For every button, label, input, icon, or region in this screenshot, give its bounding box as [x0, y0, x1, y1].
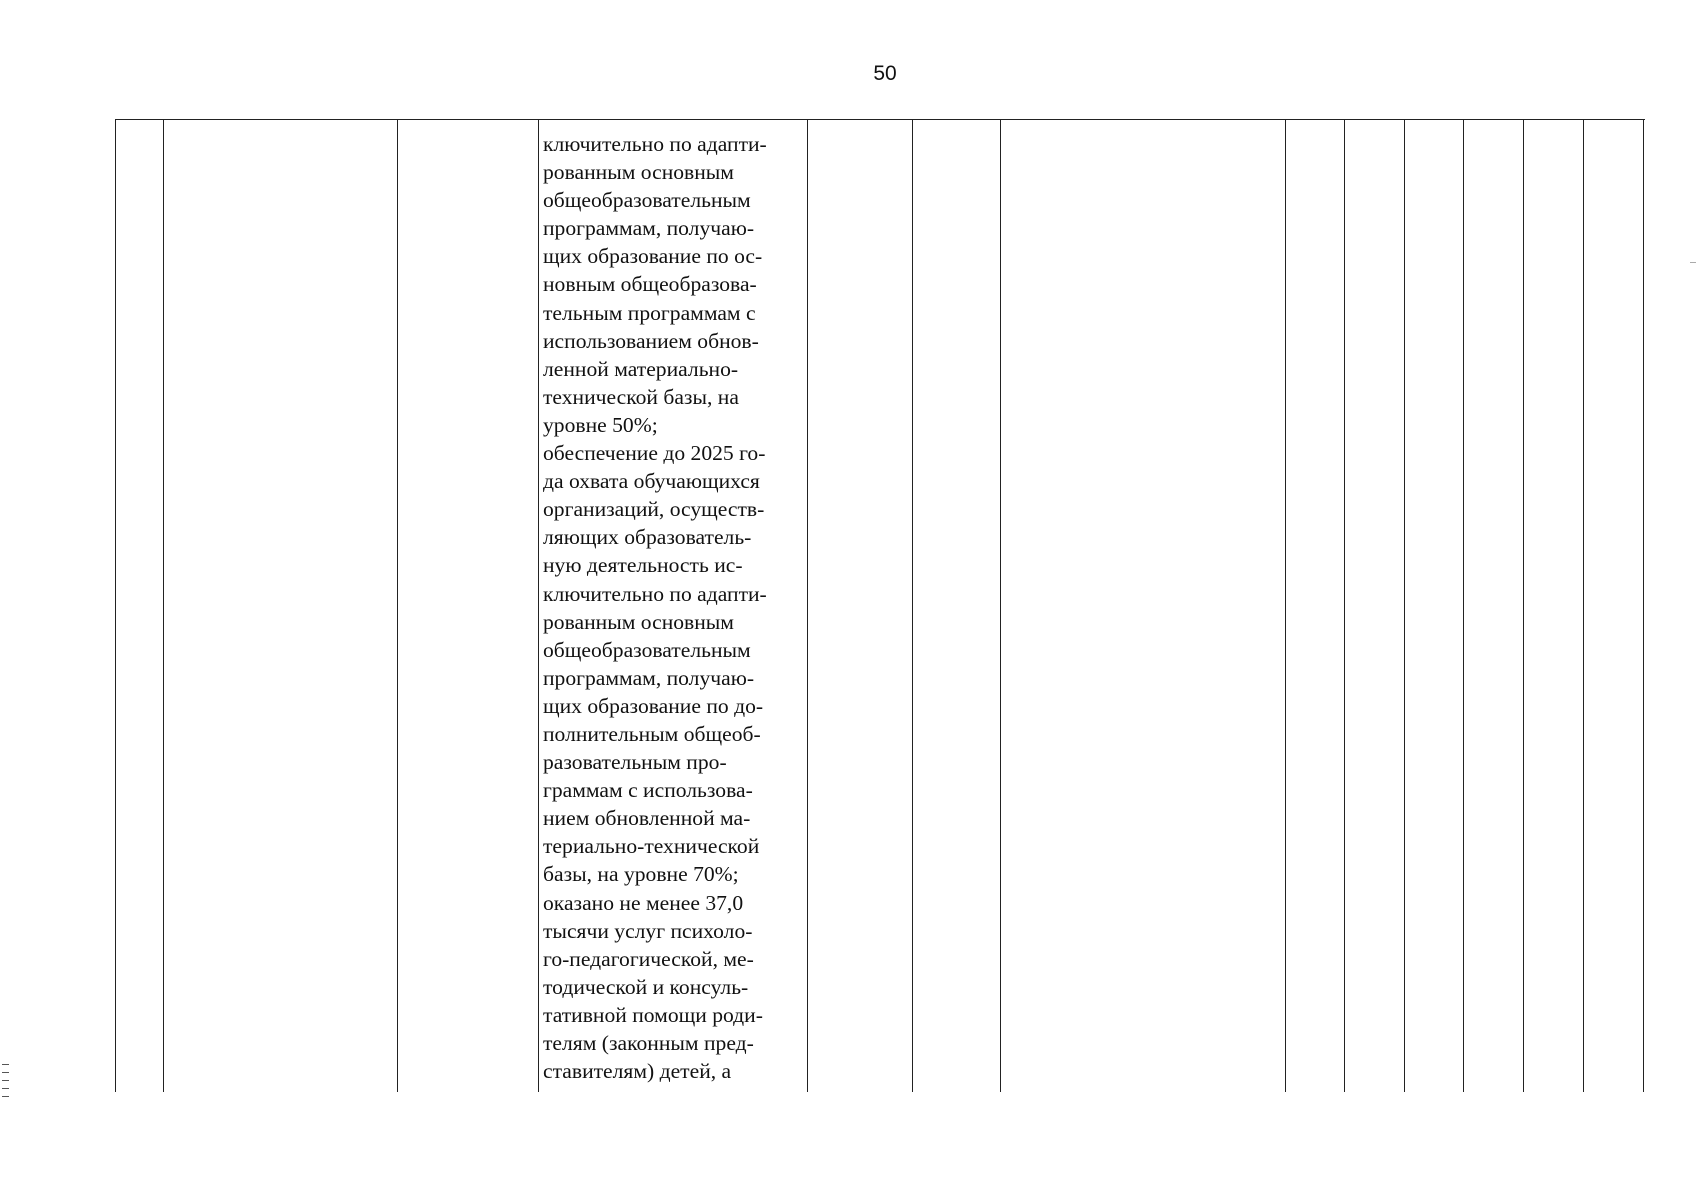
- text-line: ляющих образователь-: [543, 525, 752, 550]
- text-line: новным общеобразова-: [543, 272, 757, 297]
- text-line: организаций, осуществ-: [543, 497, 765, 522]
- table-column-border: [1000, 120, 1001, 1092]
- text-line: технической базы, на: [543, 384, 739, 409]
- text-line: общеобразовательным: [543, 188, 751, 213]
- text-line: разовательным про-: [543, 750, 727, 775]
- table-column-border: [163, 120, 164, 1092]
- table-column-border: [1643, 120, 1644, 1092]
- text-line: тативной помощи роди-: [543, 1002, 763, 1027]
- table-column-border: [115, 120, 116, 1092]
- text-line: полнительным общеоб-: [543, 721, 761, 746]
- text-line: щих образование по ос-: [543, 244, 763, 269]
- text-line: го-педагогической, ме-: [543, 946, 754, 971]
- text-line: телям (законным пред-: [543, 1031, 754, 1055]
- table-column-border: [1285, 120, 1286, 1092]
- text-line: общеобразовательным: [543, 637, 751, 662]
- text-line: ключительно по адапти-: [543, 581, 767, 606]
- table-column-border: [1344, 120, 1345, 1092]
- text-line: программам, получаю-: [543, 216, 755, 241]
- scan-artifact: [2, 1080, 9, 1081]
- page-number: 50: [873, 62, 897, 85]
- text-line: ключительно по адапти-: [543, 132, 767, 156]
- scan-artifact: [2, 1072, 9, 1073]
- text-line: ленной материально-: [543, 356, 739, 381]
- text-line: программам, получаю-: [543, 665, 755, 690]
- text-line: щих образование по до-: [543, 693, 764, 718]
- table-column-border: [1523, 120, 1524, 1092]
- text-line: тельным программам с: [543, 300, 756, 325]
- text-line: рованным основным: [543, 609, 734, 634]
- text-line: териально-технической: [543, 834, 760, 859]
- text-line: тодической и консуль-: [543, 974, 749, 999]
- text-line: уровне 50%;: [543, 412, 658, 437]
- text-line: нием обновленной ма-: [543, 806, 751, 831]
- text-line: да охвата обучающихся: [543, 469, 760, 494]
- text-line: обеспечение до 2025 го-: [543, 441, 766, 466]
- text-line: оказано не менее 37,0: [543, 890, 744, 915]
- scan-artifact: [2, 1096, 9, 1097]
- table-column-border: [397, 120, 398, 1092]
- text-line: граммам с использова-: [543, 778, 753, 803]
- scan-artifact: [2, 1064, 9, 1065]
- text-line: ную деятельность ис-: [543, 553, 743, 578]
- table-column-border: [912, 120, 913, 1092]
- table-column-border: [807, 120, 808, 1092]
- document-table: [115, 119, 1645, 1092]
- table-column-border: [1404, 120, 1405, 1092]
- table-column-border: [1583, 120, 1584, 1092]
- table-column-border: [1463, 120, 1464, 1092]
- text-line: ставителям) детей, а: [543, 1059, 732, 1084]
- scan-artifact: [1690, 262, 1696, 263]
- text-line: использованием обнов-: [543, 328, 759, 353]
- text-line: рованным основным: [543, 160, 734, 185]
- scan-artifact: [2, 1088, 9, 1089]
- text-line: тысячи услуг психоло-: [543, 918, 753, 943]
- table-cell-description: [543, 130, 805, 1085]
- text-line: базы, на уровне 70%;: [543, 862, 739, 887]
- table-column-border: [538, 120, 539, 1092]
